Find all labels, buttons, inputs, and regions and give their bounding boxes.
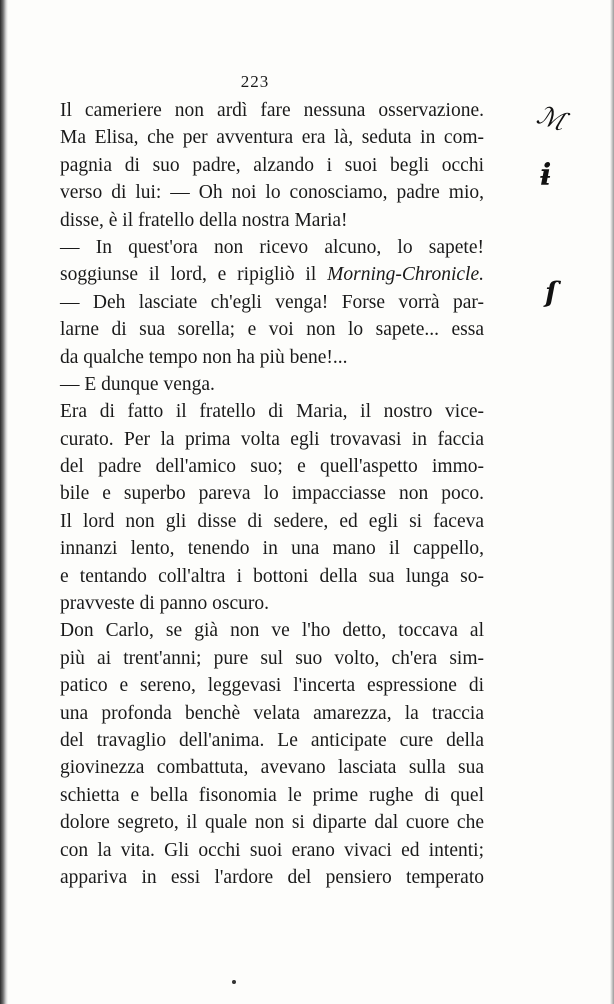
text-line	[60, 344, 484, 371]
text-line	[60, 563, 484, 590]
text-line	[60, 590, 484, 617]
text-line-content: — E dunque venga.	[60, 373, 215, 395]
text-line-content: bile e superbo pareva lo impacciasse non poco.	[60, 483, 484, 505]
page-gutter-shadow	[0, 0, 8, 1004]
text-line-content: pravveste di panno oscuro.	[60, 593, 270, 615]
text-line-content: Don Carlo, se già non ve l'ho detto, toccava al	[60, 620, 484, 642]
text-line	[60, 727, 484, 754]
text-line-content: curato. Per la prima volta egli trovavasi in faccia	[60, 428, 484, 450]
text-line-content: Ma Elisa, che per avventura era là, seduta in com-	[60, 127, 484, 149]
text-line	[60, 508, 484, 535]
page-number: 223	[240, 72, 270, 91]
page-edge-shadow	[610, 0, 614, 1004]
text-line-content: Il lord non gli disse di sedere, ed egli si faceva	[60, 510, 484, 532]
text-line-content: patico e sereno, leggevasi l'incerta espressione di	[60, 675, 484, 697]
text-line-content: appariva in essi l'ardore del pensiero temperato	[60, 866, 484, 888]
text-line-content: Il cameriere non ardì fare nessuna osservazione.	[60, 100, 484, 121]
text-line-content: — In quest'ora non ricevo alcuno, lo sapete!	[60, 236, 484, 258]
text-line-content: una profonda benchè velata amarezza, la traccia	[60, 702, 484, 724]
margin-annotation-mark: ɨ	[540, 158, 552, 193]
text-line	[60, 316, 484, 343]
margin-annotation-mark: ℳ	[533, 100, 569, 138]
text-line	[60, 782, 484, 809]
text-line-content: soggiunse il lord, e ripigliò il	[60, 264, 328, 286]
text-line	[60, 864, 484, 891]
text-line-content: più ai trent'anni; pure sul suo volto, ch'era sim-	[60, 647, 484, 669]
text-line	[60, 179, 484, 206]
text-line-content: dolore segreto, il quale non si diparte dal cuore che	[60, 812, 484, 834]
text-line-content: e tentando coll'altra i bottoni della sua lunga so-	[60, 565, 484, 587]
text-line	[60, 97, 484, 124]
text-line	[60, 289, 484, 316]
text-line	[60, 617, 484, 644]
page-speck	[232, 980, 236, 984]
text-line-content: verso di lui: — Oh noi lo conosciamo, padre mio,	[60, 182, 484, 204]
margin-annotation-mark: ſ	[545, 276, 558, 309]
text-line-content: con la vita. Gli occhi suoi erano vivaci ed intenti;	[60, 839, 484, 861]
text-line	[60, 809, 484, 836]
text-line	[60, 480, 484, 507]
text-line	[60, 453, 484, 480]
text-line-content: — Deh lasciate ch'egli venga! Forse vorrà par-	[60, 291, 484, 313]
text-line-content: giovinezza combattuta, avevano lasciata sulla sua	[60, 757, 484, 779]
text-line	[60, 645, 484, 672]
text-line-content: disse, è il fratello della nostra Maria!	[60, 209, 348, 231]
text-line-content: da qualche tempo non ha più bene!...	[60, 346, 348, 368]
text-line	[60, 124, 484, 151]
text-line	[60, 700, 484, 727]
text-line	[60, 371, 484, 398]
text-line-content: innanzi lento, tenendo in una mano il cappello,	[60, 538, 484, 560]
text-line	[60, 672, 484, 699]
text-line	[60, 152, 484, 179]
text-line-content: del travaglio dell'anima. Le anticipate cure della	[60, 729, 484, 751]
text-line-content: schietta e bella fisonomia le prime rughe di quel	[60, 784, 484, 806]
text-line	[60, 754, 484, 781]
italic-title: Morning-Chronicle.	[327, 264, 484, 286]
text-line	[60, 535, 484, 562]
text-line-content: larne di sua sorella; e voi non lo sapete... essa	[60, 319, 484, 341]
text-line	[60, 398, 484, 425]
text-line-content: pagnia di suo padre, alzando i suoi begli occhi	[60, 154, 484, 176]
body-text	[60, 97, 484, 891]
text-line-content: del padre dell'amico suo; e quell'aspetto immo-	[60, 456, 484, 478]
text-line	[60, 234, 484, 261]
text-line	[60, 261, 484, 288]
text-line	[60, 426, 484, 453]
text-line	[60, 207, 484, 234]
text-line	[60, 837, 484, 864]
text-line-content: Era di fatto il fratello di Maria, il nostro vice-	[60, 401, 484, 423]
